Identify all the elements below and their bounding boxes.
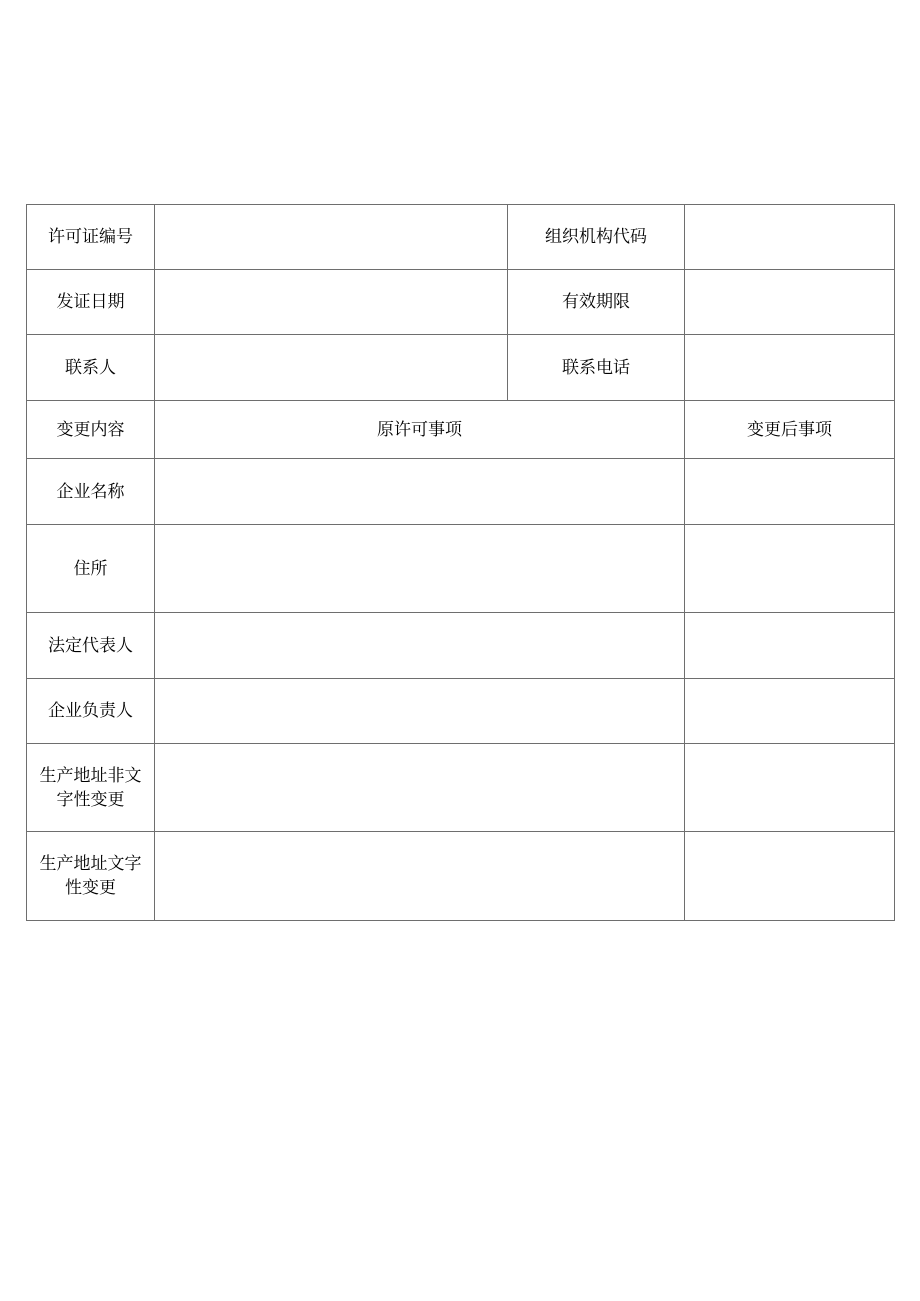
contact-phone-field[interactable] [685,335,895,401]
change-header-row [27,401,895,459]
org-code-field[interactable] [685,205,895,270]
legal-representative-label: 法定代表人 [27,613,155,679]
company-name-changed-field[interactable] [685,459,895,525]
company-name-label: 企业名称 [27,459,155,525]
contact-phone-label: 联系电话 [508,335,685,401]
legal-representative-original-field[interactable] [155,613,685,679]
org-code-label: 组织机构代码 [508,205,685,270]
company-head-original-field[interactable] [155,679,685,744]
address-non-textual-change-text: 生产地址非文字性变更 [39,765,142,810]
contact-person-label: 联系人 [27,335,155,401]
company-head-label: 企业负责人 [27,679,155,744]
table-row [27,744,895,832]
address-textual-original-field[interactable] [155,832,685,921]
table-row [27,832,895,921]
validity-period-field[interactable] [685,270,895,335]
company-head-changed-field[interactable] [685,679,895,744]
license-change-form-table [26,204,895,921]
issue-date-field[interactable] [155,270,508,335]
table-row [27,335,895,401]
address-textual-changed-field[interactable] [685,832,895,921]
address-non-textual-change-label [27,744,155,832]
original-items-header: 原许可事项 [155,401,685,459]
validity-period-label: 有效期限 [508,270,685,335]
table-row [27,459,895,525]
address-textual-change-label [27,832,155,921]
address-non-textual-original-field[interactable] [155,744,685,832]
table-row [27,270,895,335]
change-content-header: 变更内容 [27,401,155,459]
table-row [27,205,895,270]
table-row [27,525,895,613]
address-non-textual-changed-field[interactable] [685,744,895,832]
table-row [27,679,895,744]
address-textual-change-text: 生产地址文字性变更 [39,854,142,898]
table-row [27,613,895,679]
company-name-original-field[interactable] [155,459,685,525]
license-number-label: 许可证编号 [27,205,155,270]
legal-representative-changed-field[interactable] [685,613,895,679]
domicile-original-field[interactable] [155,525,685,613]
changed-items-header: 变更后事项 [685,401,895,459]
license-number-field[interactable] [155,205,508,270]
contact-person-field[interactable] [155,335,508,401]
issue-date-label: 发证日期 [27,270,155,335]
domicile-changed-field[interactable] [685,525,895,613]
domicile-label: 住所 [27,525,155,613]
